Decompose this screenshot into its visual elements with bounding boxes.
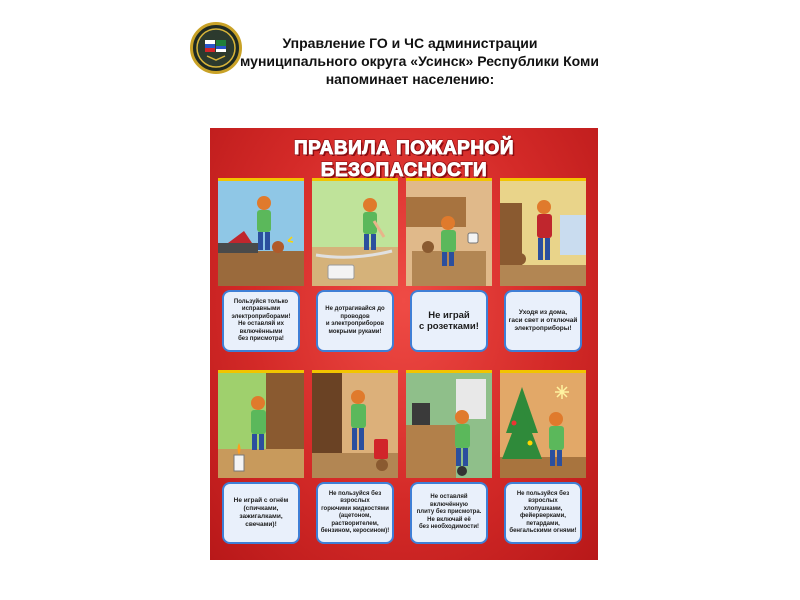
fire-safety-poster bbox=[210, 128, 598, 560]
card-caption: Не пользуйся без взрослых горючими жидкостями (ацетоном, растворителем, бензином, керосином)! bbox=[320, 490, 390, 534]
card-caption: Не играй с огнём (спичками, зажигалками, свечами)! bbox=[233, 497, 289, 528]
emblem-icon bbox=[190, 22, 242, 74]
card-caption: Пользуйся только исправными электроприборами! Не оставляй их включёнными без присмотра! bbox=[231, 298, 291, 342]
scene-illustration bbox=[406, 178, 492, 286]
card-leaving-home bbox=[500, 178, 586, 358]
card-flammable-liquids bbox=[312, 370, 398, 550]
scene-illustration bbox=[218, 178, 304, 286]
caption-box bbox=[410, 482, 488, 544]
card-caption: Уходя из дома, гаси свет и отключай электроприборы! bbox=[508, 309, 578, 332]
caption-box bbox=[222, 482, 300, 544]
poster-cards bbox=[218, 178, 592, 554]
header-line-1: Управление ГО и ЧС администрации bbox=[282, 35, 538, 51]
scene-illustration bbox=[500, 370, 586, 478]
card-fire bbox=[218, 370, 304, 550]
header bbox=[0, 0, 800, 120]
card-caption: Не оставляй включённую плиту без присмотра. Не включай её без необходимости! bbox=[416, 494, 482, 531]
caption-box bbox=[316, 482, 394, 544]
card-sockets bbox=[406, 178, 492, 358]
header-line-3: напоминает населению: bbox=[325, 71, 495, 87]
caption-box bbox=[222, 290, 300, 352]
caption-box bbox=[410, 290, 488, 352]
scene-illustration bbox=[312, 178, 398, 286]
caption-box bbox=[504, 482, 582, 544]
header-line-2: муниципального округа «Усинск» Республики Коми bbox=[240, 53, 600, 69]
scene-illustration bbox=[406, 370, 492, 478]
caption-box bbox=[504, 290, 582, 352]
header-text bbox=[240, 34, 600, 88]
card-caption: Не дотрагивайся до проводов и электроприборов мокрыми руками! bbox=[325, 306, 385, 335]
poster-title: ПРАВИЛА ПОЖАРНОЙ БЕЗОПАСНОСТИ bbox=[294, 138, 514, 181]
card-caption: Не пользуйся без взрослых хлопушками, фейерверками, петардами, бенгальскими огнями! bbox=[509, 490, 577, 534]
card-caption: Не играй с розетками! bbox=[419, 310, 479, 332]
scene-illustration bbox=[312, 370, 398, 478]
card-fireworks bbox=[500, 370, 586, 550]
card-stove bbox=[406, 370, 492, 550]
card-wet-hands bbox=[312, 178, 398, 358]
caption-box bbox=[316, 290, 394, 352]
card-appliances bbox=[218, 178, 304, 358]
scene-illustration bbox=[218, 370, 304, 478]
scene-illustration bbox=[500, 178, 586, 286]
